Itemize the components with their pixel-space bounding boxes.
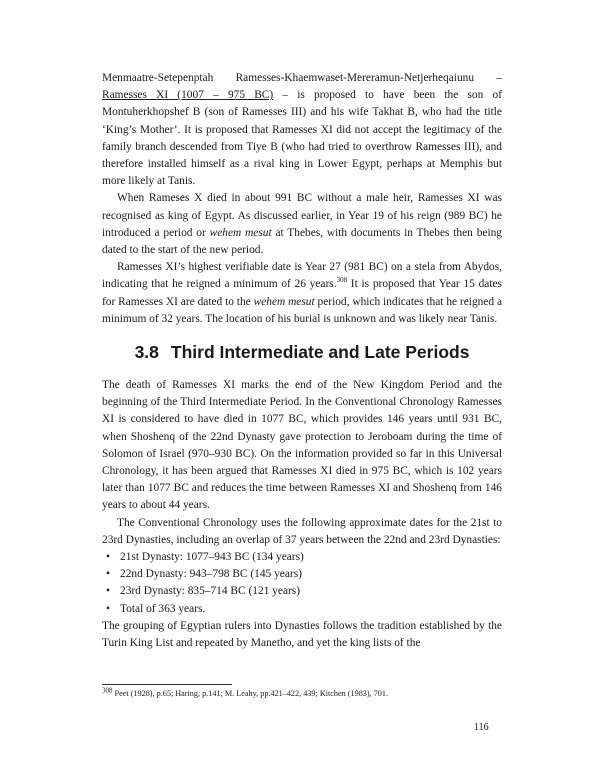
- paragraph-end-new-kingdom: The death of Ramesses XI marks the end of the New Kingdom Period and the beginning of the Third Intermediate Period. In the Conventional Chronology Ramesses XI is considered to have died in 1077 BC, which provides 146 years until 931 BC, when Shoshenq of the 22nd Dynasty gave protection to Jeroboam during the time of Solomon of Israel (970–930 BC). On the information provided so far in this Universal Chronology, it has been argued that Ramesses XI died in 975 BC, which is 102 years later than 1077 BC and reduces the time between Ramesses XI and Shoshenq from 146 years to about 44 years.: [102, 379, 502, 512]
- section-title: Third Intermediate and Late Periods: [170, 342, 470, 363]
- footnote-reference: 308: [336, 276, 348, 285]
- page-body: [102, 70, 502, 652]
- list-item: • 21st Dynasty: 1077–943 BC (134 years): [120, 549, 502, 566]
- page-number: 116: [474, 722, 489, 733]
- ramesses-xi-reign-link: Ramesses XI (1007 – 975 BC): [102, 89, 274, 102]
- footnote-number: 308: [102, 686, 113, 695]
- wehem-mesut-term: wehem mesut: [209, 226, 272, 239]
- paragraph-ramesses-xi-intro: Menmaatre-Setepenptah Ramesses-Khaemwaset-Mereramun-Netjerheqaiunu – Ramesses XI (1007 – 975 BC) – is proposed to have been the son of Montuherkhopshef B (son of Ramesses III) and his wife Takhat B, who had the title ‘King’s Mother’. It is proposed that Ramesses XI did not accept the legitimacy of the family branch descended from Tiye B (who had tried to overthrow Ramesses III), and therefore installed himself as a rival king in Lower Egypt, perhaps at Memphis but more likely at Tanis.: [102, 72, 502, 188]
- paragraph-recognised-king: When Rameses X died in about 991 BC without a male heir, Ramesses XI was recognised as king of Egypt. As discussed earlier, in Year 19 of his reign (989 BC) he introduced a period or wehem mesut at Thebes, with documents in Thebes then being dated to the start of the new period.: [102, 192, 502, 257]
- paragraph-highest-date: Ramesses XI’s highest verifiable date is Year 27 (981 BC) on a stela from Abydos, indicating that he reigned a minimum of 26 years.$^{308}$ It is proposed that Year 15 dates for Ramesses XI are dated to the wehem mesut period, which indicates that he reigned a minimum of 32 years. The location of his burial is unknown and was likely near Tanis.: [102, 261, 502, 325]
- royal-titulary: Menmaatre-Setepenptah Ramesses-Khaemwaset-Mereramun-Netjerheqaiunu –: [102, 72, 502, 84]
- list-item: • 22nd Dynasty: 943–798 BC (145 years): [120, 566, 502, 583]
- paragraph-grouping-dynasties: The grouping of Egyptian rulers into Dynasties follows the tradition established by the Turin King List and repeated by Manetho, and yet the king lists of the: [102, 619, 502, 650]
- bullet-icon: •: [106, 602, 110, 615]
- dynasty-list: [102, 549, 502, 618]
- bullet-icon: •: [106, 585, 110, 598]
- footnote: [102, 688, 502, 699]
- section-heading: [102, 342, 502, 363]
- footnote-text: Peet (1928), p.65; Haring, p.141; M. Leahy, pp.421–422, 439; Kitchen (1983), 701.: [112, 689, 389, 698]
- footnote-divider: [102, 684, 232, 685]
- list-item: • Total of 363 years.: [120, 601, 502, 618]
- bullet-icon: •: [106, 568, 110, 581]
- section-number: 3.8: [134, 342, 159, 363]
- paragraph-conventional-dates: The Conventional Chronology uses the following approximate dates for the 21st to 23rd Dynasties, including an overlap of 37 years between the 22nd and 23rd Dynasties:: [102, 516, 502, 546]
- list-item: • 23rd Dynasty: 835–714 BC (121 years): [120, 583, 502, 600]
- bullet-icon: •: [106, 551, 110, 564]
- wehem-mesut-term: wehem mesut: [253, 295, 315, 308]
